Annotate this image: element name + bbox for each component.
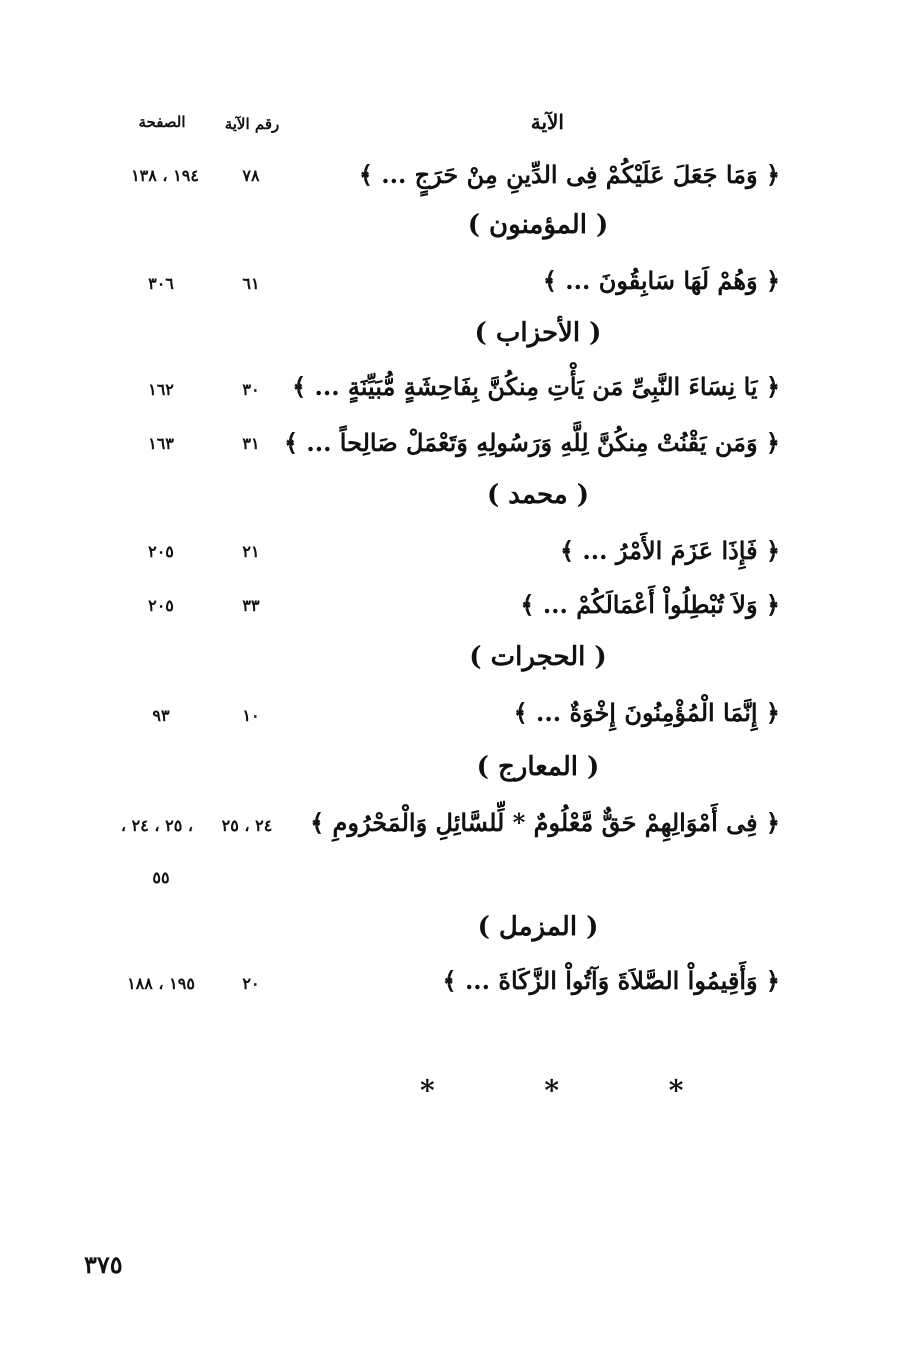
header-ayah: الآية (530, 110, 564, 134)
verse-row: ﴿ فِى أَمْوَالِهِمْ حَقٌّ مَّعْلُومٌ * لِّلسَّائِلِ وَالْمَحْرُومِ ﴾ (310, 808, 780, 837)
surah-heading: ( المزمل ) (477, 912, 599, 942)
page-reference: ٩٣ (152, 706, 170, 725)
ayah-number: ٦١ (242, 274, 260, 293)
page-reference: ، ٢٥ ، ٢٤ ، (120, 816, 194, 835)
verse-row: ﴿ وَمَن يَقْنُتْ مِنكُنَّ لِلَّهِ وَرَسُولِهِ وَتَعْمَلْ صَالِحاً ... ﴾ (283, 428, 780, 457)
verse-row: ﴿ وَلاَ تُبْطِلُواْ أَعْمَالَكُمْ ... ﴾ (520, 590, 780, 619)
verse-row: ﴿ يَا نِسَاءَ النَّبِىِّ مَن يَأْتِ مِنكُنَّ بِفَاحِشَةٍ مُّبَيِّنَةٍ ... ﴾ (292, 372, 780, 401)
verse-row: ﴿ إِنَّمَا الْمُؤْمِنُونَ إِخْوَةٌ ... ﴾ (513, 698, 780, 727)
page-reference: ١٩٤ ، ١٣٨ (131, 166, 199, 185)
verse-row: ﴿ وَمَا جَعَلَ عَلَيْكُمْ فِى الدِّينِ مِنْ حَرَجٍ ... ﴾ (358, 160, 780, 189)
page-reference: ٢٠٥ (148, 596, 174, 615)
verse-row: ﴿ فَإِذَا عَزَمَ الأَمْرُ ... ﴾ (560, 536, 780, 565)
ayah-number: ١٠ (242, 706, 260, 725)
surah-heading: ( الحجرات ) (469, 642, 607, 672)
ayah-number: ٢١ (242, 542, 260, 561)
header-ayah-number: رقم الآية (224, 115, 280, 133)
page-reference: ٣٠٦ (148, 274, 174, 293)
ayah-number: ٢٠ (242, 974, 260, 993)
ayah-number: ٢٤ ، ٢٥ (221, 816, 273, 835)
surah-heading: ( المؤمنون ) (467, 210, 609, 240)
page-reference-continued: ٥٥ (152, 868, 170, 887)
surah-heading: ( الأحزاب ) (474, 318, 602, 348)
header-page: الصفحة (138, 113, 186, 131)
ayah-number: ٣٠ (242, 380, 260, 399)
verse-row: ﴿ وَهُمْ لَهَا سَابِقُونَ ... ﴾ (542, 266, 780, 295)
ayah-number: ٣١ (242, 434, 260, 453)
surah-heading: ( محمد ) (486, 480, 590, 510)
ayah-number: ٣٣ (242, 596, 260, 615)
page-number: ٣٧٥ (84, 1250, 123, 1279)
surah-heading: ( المعارج ) (476, 752, 600, 782)
page-reference: ١٩٥ ، ١٨٨ (127, 974, 195, 993)
ayah-number: ٧٨ (242, 166, 260, 185)
page-reference: ١٦٣ (148, 434, 174, 453)
section-separator: * * * (420, 1074, 734, 1107)
verse-row: ﴿ وَأَقِيمُواْ الصَّلاَةَ وَآتُواْ الزَّكَاةَ ... ﴾ (442, 966, 780, 995)
page-reference: ٢٠٥ (148, 542, 174, 561)
page-reference: ١٦٢ (148, 380, 174, 399)
